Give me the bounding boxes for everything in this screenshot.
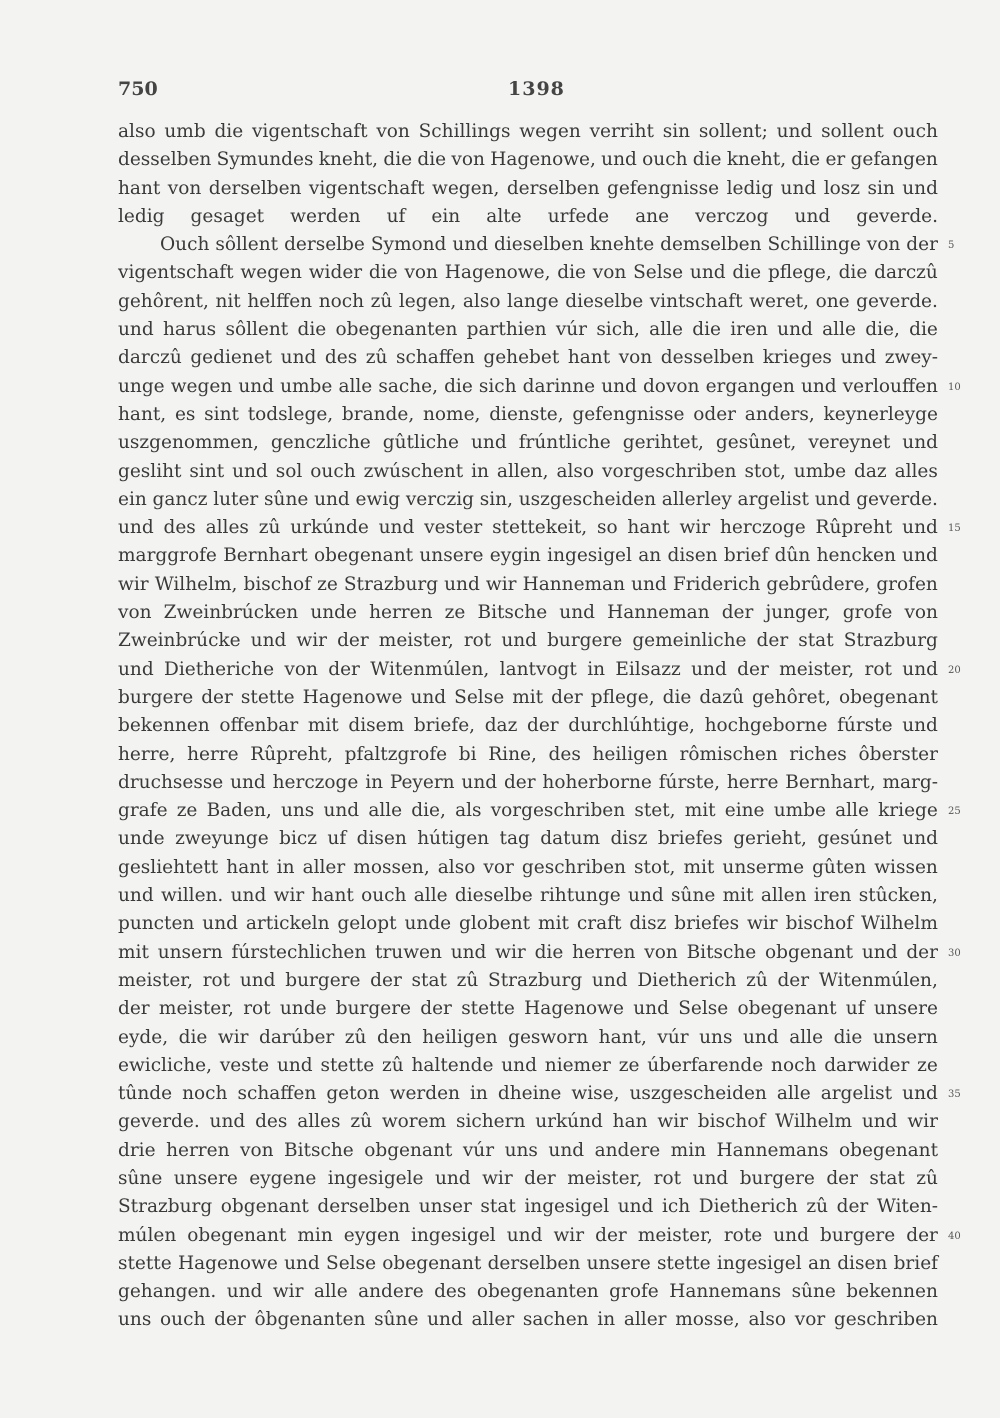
text-line: also umb die vigentschaft von Schillings wegen verriht sin sollent; und sollent ouch: [118, 121, 938, 142]
margin-line-number: 10: [948, 381, 961, 393]
text-line: der meister, rot unde burgere der stette Hagenowe und Selse obegenant uf unsere: [118, 998, 938, 1020]
text-line: múlen obegenant min eygen ingesigel und wir der meister, rote und burgere der: [118, 1224, 938, 1246]
text-line: unge wegen und umbe alle sache, die sich darinne und dovon ergangen und verlouffen: [118, 375, 938, 397]
text-line: und willen. und wir hant ouch alle dieselbe rihtunge und sûne mit allen iren stûcken,: [118, 885, 938, 907]
text-line: druchsesse und herczoge in Peyern und der hoherborne fúrste, herre Bernhart, marg-: [118, 771, 938, 793]
text-line: ledig gesaget werden uf ein alte urfede ane verczog und geverde.: [118, 205, 938, 227]
page-number: 750: [118, 78, 158, 100]
margin-line-number: 30: [948, 947, 961, 959]
page-year-heading: 1398: [508, 78, 565, 100]
text-line: meister, rot und burgere der stat zû Strazburg und Dietherich zû der Witenmúlen,: [118, 969, 938, 991]
text-line: Strazburg obgenant derselben unser stat ingesigel und ich Dietherich zû der Witen-: [118, 1196, 938, 1218]
text-line: stette Hagenowe und Selse obegenant derselben unsere stette ingesigel an disen brief: [118, 1252, 938, 1274]
text-line: herre, herre Rûpreht, pfaltzgrofe bi Rine, des heiligen rômischen riches ôberster: [118, 743, 938, 765]
page-header: [118, 78, 938, 108]
text-line: und harus sôllent die obegenanten parthien vúr sich, alle die iren und alle die, die: [118, 319, 938, 341]
text-line: Ouch sôllent derselbe Symond und dieselben knehte demselben Schillinge von der: [160, 234, 938, 256]
text-line: ewicliche, veste und stette zû haltende und niemer ze úberfarende noch darwider ze: [118, 1054, 938, 1076]
text-line: ein gancz luter sûne und ewig verczig sin, uszgescheiden allerley argelist und geverde.: [118, 488, 938, 510]
text-line: unde zweyunge bicz uf disen hútigen tag datum disz briefes gerieht, gesúnet und: [118, 828, 938, 850]
text-line: mit unsern fúrstechlichen truwen und wir die herren von Bitsche obgenant und der: [118, 941, 938, 963]
text-line: gesliehtett hant in aller mossen, also vor geschriben stot, mit unserme gûten wissen: [118, 856, 938, 878]
body-text: [118, 118, 938, 1335]
text-line: grafe ze Baden, uns und alle die, als vorgeschriben stet, mit eine umbe alle kriege: [118, 800, 938, 822]
margin-line-number: 15: [948, 523, 961, 535]
text-line: drie herren von Bitsche obgenant vúr uns und andere min Hannemans obegenant: [118, 1139, 938, 1161]
text-line: wir Wilhelm, bischof ze Strazburg und wir Hanneman und Friderich gebrûdere, grofen: [118, 573, 938, 595]
text-line: und des alles zû urkúnde und vester stettekeit, so hant wir herczoge Rûpreht und: [118, 517, 938, 539]
text-line: gesliht sint und sol ouch zwúschent in allen, also vorgeschriben stot, umbe daz alles: [118, 460, 938, 482]
text-line: uszgenommen, genczliche gûtliche und frúntliche gerihtet, gesûnet, vereynet und: [118, 432, 938, 454]
text-line: tûnde noch schaffen geton werden in dheine wise, uszgescheiden alle argelist und: [118, 1083, 938, 1105]
text-line: hant, es sint todslege, brande, nome, dienste, gefengnisse oder anders, keynerleyge: [118, 403, 938, 425]
text-line: bekennen offenbar mit disem briefe, daz der durchlúhtige, hochgeborne fúrste und: [118, 715, 938, 737]
margin-line-number: 25: [948, 806, 961, 818]
text-line: eyde, die wir darúber zû den heiligen gesworn hant, vúr uns und alle die unsern: [118, 1026, 938, 1048]
text-line: uns ouch der ôbgenanten sûne und aller sachen in aller mosse, also vor geschriben: [118, 1309, 938, 1331]
text-line: gehangen. und wir alle andere des obegenanten grofe Hannemans sûne bekennen: [118, 1281, 938, 1303]
text-line: von Zweinbrúcken unde herren ze Bitsche und Hanneman der junger, grofe von: [118, 602, 938, 624]
text-line: desselben Symundes kneht, die die von Hagenowe, und ouch die kneht, die er gefangen: [118, 149, 938, 171]
text-line: marggrofe Bernhart obegenant unsere eygin ingesigel an disen brief dûn hencken und: [118, 545, 938, 567]
margin-line-number: 5: [948, 240, 955, 252]
text-line: gehôrent, nit helffen noch zû legen, also lange dieselbe vintschaft weret, one geverde.: [118, 290, 938, 312]
text-line: vigentschaft wegen wider die von Hagenowe, die von Selse und die pflege, die darczû: [118, 262, 938, 284]
margin-line-number: 40: [948, 1230, 961, 1242]
margin-line-number: 35: [948, 1089, 961, 1101]
text-line: sûne unsere eygene ingesigele und wir der meister, rot und burgere der stat zû: [118, 1167, 938, 1189]
text-line: Zweinbrúcke und wir der meister, rot und burgere gemeinliche der stat Strazburg: [118, 630, 938, 652]
margin-line-number: 20: [948, 664, 961, 676]
text-line: geverde. und des alles zû worem sichern urkúnd han wir bischof Wilhelm und wir: [118, 1111, 938, 1133]
text-line: darczû gedienet und des zû schaffen gehebet hant von desselben krieges und zwey-: [118, 347, 938, 369]
text-line: burgere der stette Hagenowe und Selse mit der pflege, die dazû gehôret, obegenant: [118, 686, 938, 708]
text-line: hant von derselben vigentschaft wegen, derselben gefengnisse ledig und losz sin und: [118, 177, 938, 199]
text-line: puncten und artickeln gelopt unde globent mit craft disz briefes wir bischof Wilhelm: [118, 913, 938, 935]
text-line: und Dietheriche von der Witenmúlen, lantvogt in Eilsazz und der meister, rot und: [118, 658, 938, 680]
